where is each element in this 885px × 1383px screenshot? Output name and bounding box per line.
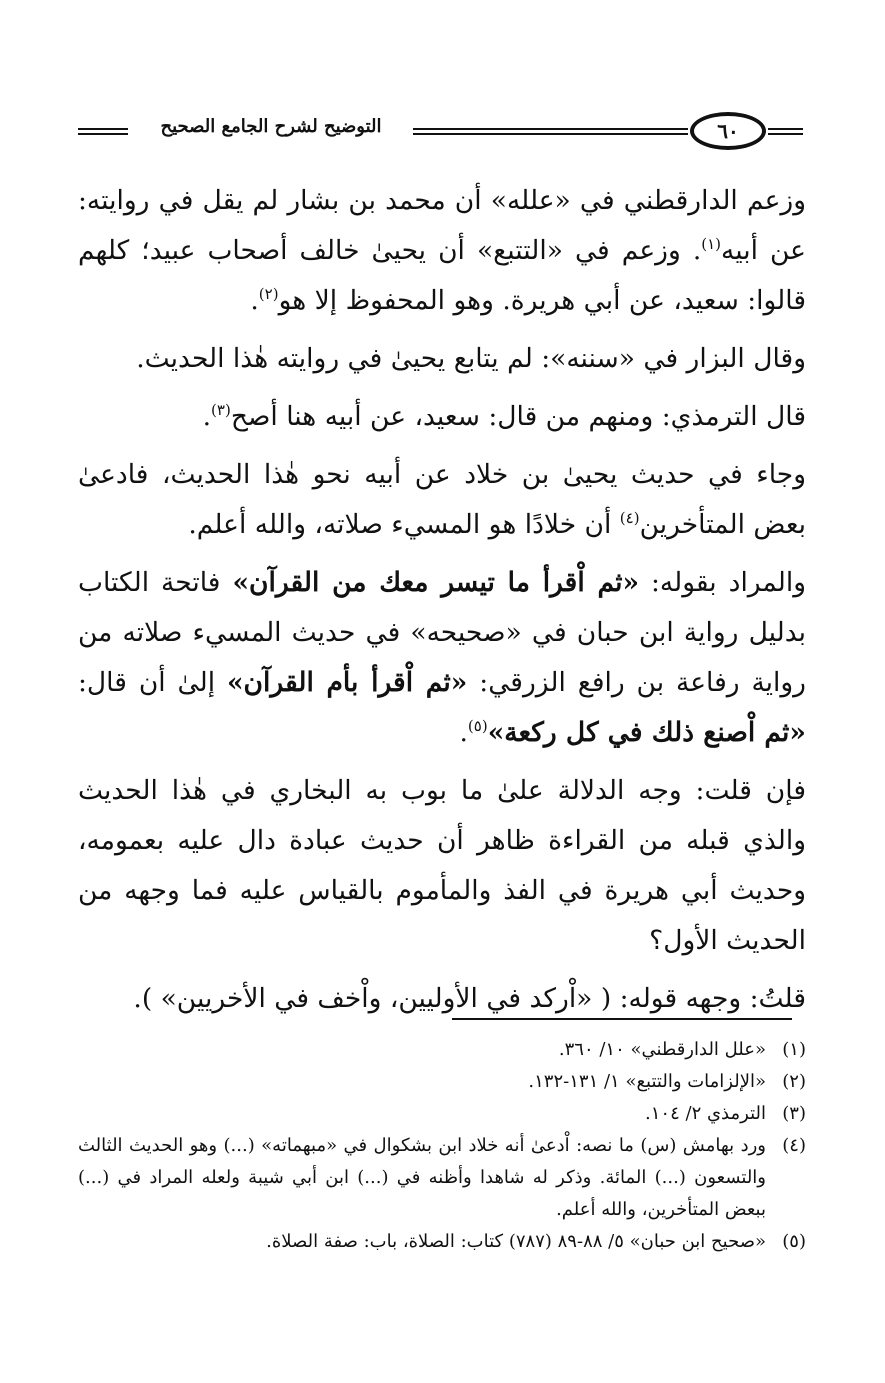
- footnote-text: الترمذي ٢/ ١٠٤.: [645, 1103, 766, 1124]
- text-run: وجاء في حديث يحيىٰ بن خلاد عن أبيه نحو هٰذا الحديث، فادعىٰ بعض المتأخرين: [78, 459, 806, 540]
- footnote-ref-4[interactable]: (٤): [619, 509, 640, 528]
- footnote-number: (٢): [782, 1071, 806, 1092]
- paragraph-1: [78, 176, 806, 326]
- header-rule-left: [78, 127, 128, 137]
- text-run: والمراد بقوله:: [639, 567, 806, 598]
- paragraph-2: وقال البزار في «سننه»: لم يتابع يحيىٰ في روايته هٰذا الحديث.: [136, 343, 806, 374]
- paragraph-6: فإن قلت: وجه الدلالة علىٰ ما بوب به البخاري في هٰذا الحديث والذي قبله من القراءة ظاهر أن حديث عبادة دال عليه بعمومه، وحديث أبي هريرة في الفذ والمأموم بالقياس عليه فما وجهه من الحديث الأول؟: [78, 775, 806, 956]
- footnote-ref-1[interactable]: (١): [701, 235, 722, 254]
- paragraph-4: [78, 450, 806, 550]
- page-header: [78, 112, 803, 154]
- footnote-ref-5[interactable]: (٥): [467, 717, 488, 736]
- hadith-quote-3: «ثم اْصنع ذلك في كل ركعة»: [487, 717, 806, 748]
- footnote-item: [78, 1226, 806, 1258]
- paragraph-3: [78, 392, 806, 442]
- footnotes: [78, 1034, 806, 1258]
- footnote-number: (٥): [782, 1231, 806, 1252]
- footnote-number: (٤): [782, 1135, 806, 1156]
- text-run: . وزعم في «التتبع» أن يحيىٰ خالف أصحاب عبيد؛ كلهم قالوا: سعيد، عن أبي هريرة. وهو المحفوظ إلا هو: [78, 235, 806, 316]
- text-run: ).: [133, 983, 161, 1014]
- footnote-item: [78, 1034, 806, 1066]
- text-run: وزعم الدارقطني في «علله» أن محمد بن بشار لم يقل في روايته: عن أبيه: [78, 185, 806, 266]
- text-run: قال الترمذي: ومنهم من قال: سعيد، عن أبيه هنا أصح: [230, 401, 806, 432]
- header-rule-middle: [413, 127, 688, 137]
- text-run: .: [202, 401, 212, 432]
- text-run: .: [459, 717, 468, 748]
- page-number: ٦٠: [690, 112, 766, 150]
- footnote-ref-2[interactable]: (٢): [258, 285, 279, 304]
- paragraph-7: [78, 974, 806, 1024]
- hadith-quote-1: «ثم اْقرأ ما تيسر معك من القرآن»: [232, 567, 640, 598]
- text-run: أن خلادًا هو المسيء صلاته، والله أعلم.: [188, 509, 620, 540]
- text-run: إلىٰ أن قال:: [78, 667, 227, 698]
- footnote-number: (١): [782, 1039, 806, 1060]
- footnote-text: ورد بهامش (س) ما نصه: اْدعىٰ أنه خلاد ابن بشكوال في «مبهماته» (...) وهو الحديث الثالث والتسعون (...) المائة. وذكر له شاهدا وأظنه في (...) ابن أبي شيبة ولعله المراد في (...) ببعض المتأخرين، والله أعلم.: [78, 1135, 766, 1220]
- paragraph-5: [78, 558, 806, 758]
- footnote-item: [78, 1066, 806, 1098]
- text-run: قلتُ: وجهه قوله: (: [592, 983, 806, 1014]
- footnote-text: «الإلزامات والتتبع» ١/ ١٣١-١٣٢.: [528, 1071, 766, 1092]
- header-rule-right: [768, 127, 803, 137]
- main-text: [78, 176, 806, 1024]
- footnote-item: [78, 1130, 806, 1226]
- text-run: .: [250, 285, 259, 316]
- footnote-ref-3[interactable]: (٣): [211, 401, 231, 420]
- hadith-quote-2: «ثم اْقرأ بأم القرآن»: [226, 667, 468, 698]
- running-title: التوضيح لشرح الجامع الصحيح: [160, 116, 382, 137]
- footnote-separator: [452, 1018, 792, 1020]
- hadith-quote-4: «اْركد في الأوليين، واْخف في الأخريين»: [160, 983, 593, 1014]
- text-run: فاتحة الكتاب بدليل رواية ابن حبان في «صحيحه» في حديث المسيء صلاته من رواية رفاعة بن رافع الزرقي:: [78, 567, 806, 698]
- footnote-text: «صحيح ابن حبان» ٥/ ٨٨-٨٩ (٧٨٧) كتاب: الصلاة، باب: صفة الصلاة.: [266, 1231, 766, 1252]
- footnote-text: «علل الدارقطني» ١٠/ ٣٦٠.: [558, 1039, 766, 1060]
- footnote-number: (٣): [782, 1103, 806, 1124]
- footnote-item: [78, 1098, 806, 1130]
